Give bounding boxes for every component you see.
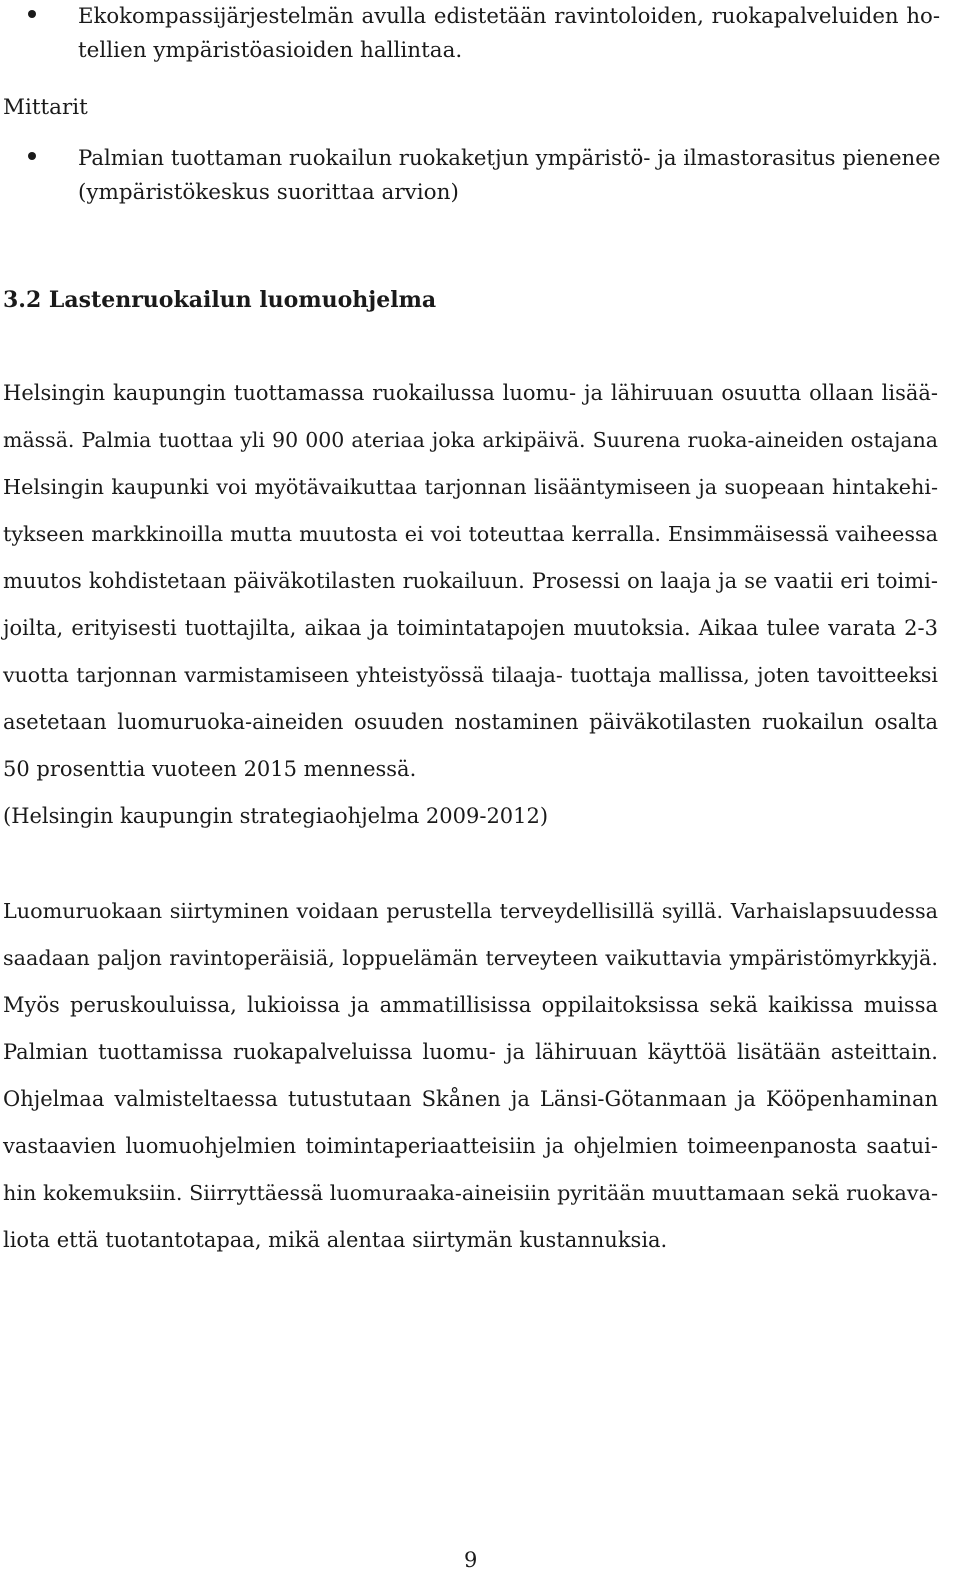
section-heading: 3.2 Lastenruokailun luomuohjelma — [3, 287, 437, 313]
mittarit-label: Mittarit — [3, 95, 88, 120]
text-line: 50 prosenttia vuoteen 2015 mennessä. — [3, 757, 417, 781]
page-number: 9 — [464, 1548, 478, 1572]
text-line: Ohjelmaa valmisteltaessa tutustutaan Skånen ja Länsi-Götanmaan ja Kööpenhaminan — [3, 1087, 938, 1111]
text-line: muutos kohdistetaan päiväkotilasten ruokailuun. Prosessi on laaja ja se vaatii eri toimi- — [3, 569, 938, 593]
text-line: Myös peruskouluissa, lukioissa ja ammatillisissa oppilaitoksissa sekä kaikissa muissa — [3, 993, 938, 1017]
bullet-icon — [28, 152, 36, 160]
text-line: saadaan paljon ravintoperäisiä, loppuelämän terveyteen vaikuttavia ympäristömyrkkyjä. — [3, 946, 938, 970]
text-line: Ekokompassijärjestelmän avulla edistetään ravintoloiden, ruokapalveluiden ho- — [78, 4, 940, 29]
text-line: hin kokemuksiin. Siirryttäessä luomuraaka-aineisiin pyritään muuttamaan sekä ruokava- — [3, 1181, 938, 1205]
text-line: (ympäristökeskus suorittaa arvion) — [78, 180, 459, 205]
text-line: tellien ympäristöasioiden hallintaa. — [78, 38, 463, 63]
text-line: vuotta tarjonnan varmistamiseen yhteistyössä tilaaja- tuottaja mallissa, joten tavoitteeksi — [3, 663, 938, 687]
text-line: Helsingin kaupungin tuottamassa ruokailussa luomu- ja lähiruuan osuutta ollaan lisää- — [3, 381, 938, 405]
text-line: Helsingin kaupunki voi myötävaikuttaa tarjonnan lisääntymiseen ja suopeaan hintakehi- — [3, 475, 938, 499]
text-line: liota että tuotantotapaa, mikä alentaa siirtymän kustannuksia. — [3, 1228, 668, 1252]
bullet-text — [78, 0, 940, 68]
text-line: Palmian tuottamissa ruokapalveluissa luomu- ja lähiruuan käyttöä lisätään asteittain. — [3, 1040, 938, 1064]
text-line: asetetaan luomuruoka-aineiden osuuden nostaminen päiväkotilasten ruokailun osalta — [3, 710, 938, 734]
text-line: tykseen markkinoilla mutta muutosta ei voi toteuttaa kerralla. Ensimmäisessä vaiheessa — [3, 522, 938, 546]
paragraph-2 — [3, 888, 938, 1264]
text-line: (Helsingin kaupungin strategiaohjelma 2009-2012) — [3, 804, 549, 828]
text-line: vastaavien luomuohjelmien toimintaperiaatteisiin ja ohjelmien toimeenpanosta saatui- — [3, 1134, 938, 1158]
text-line: mässä. Palmia tuottaa yli 90 000 ateriaa joka arkipäivä. Suurena ruoka-aineiden ostajana — [3, 428, 938, 452]
text-line: Palmian tuottaman ruokailun ruokaketjun ympäristö- ja ilmastorasitus pienenee — [78, 146, 941, 171]
bullet-text — [78, 142, 940, 210]
paragraph-1 — [3, 370, 938, 840]
text-line: Luomuruokaan siirtyminen voidaan perustella terveydellisillä syillä. Varhaislapsuudessa — [3, 899, 938, 923]
text-line: joilta, erityisesti tuottajilta, aikaa ja toimintatapojen muutoksia. Aikaa tulee varata 2-3 — [3, 616, 938, 640]
bullet-icon — [28, 10, 36, 18]
